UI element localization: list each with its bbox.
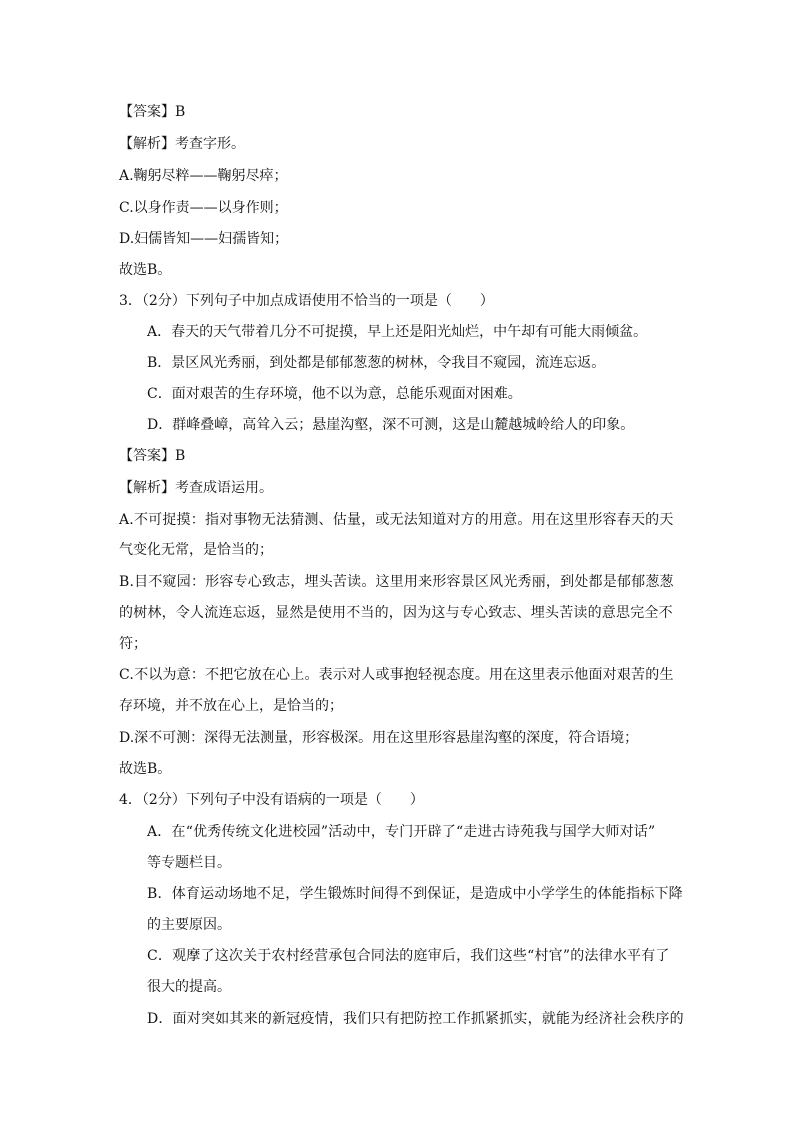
q3-conclusion: 故选B。 [119, 761, 172, 777]
q3-analysis-line: 存环境，并不放在心上，是恰当的； [119, 698, 343, 714]
q2-conclusion: 故选B。 [119, 262, 172, 278]
q2-analysis-title: 【解析】考查字形。 [119, 136, 245, 152]
q3-option-a: A．春天的天气带着几分不可捉摸，早上还是阳光灿烂，中午却有可能大雨倾盆。 [147, 324, 648, 340]
q3-analysis-line: A.不可捉摸：指对事物无法猜测、估量，或无法知道对方的用意。用在这里形容春天的天 [119, 512, 674, 528]
q4-option-d: D．面对突如其来的新冠疫情，我们只有把防控工作抓紧抓实，就能为经济社会秩序的 [147, 1011, 684, 1027]
q3-option-d: D．群峰叠嶂，高耸入云；悬崖沟壑，深不可测，这是山麓越城岭给人的印象。 [147, 417, 635, 433]
q3-analysis-line: 的树林，令人流连忘返，显然是使用不当的，因为这与专心致志、埋头苦读的意思完全不 [119, 605, 673, 621]
q2-answer: 【答案】B [119, 104, 186, 120]
q3-option-b: B．景区风光秀丽，到处都是郁郁葱葱的树林，令我目不窥园，流连忘返。 [147, 355, 606, 371]
q3-option-c: C．面对艰苦的生存环境，他不以为意，总能乐观面对困难。 [147, 386, 522, 402]
q4-option-a-cont: 等专题栏目。 [147, 855, 231, 871]
q4-stem: 4．（2分）下列句子中没有语病的一项是（ ） [119, 792, 424, 808]
q4-option-c: C．观摩了这次关于农村经营承包合同法的庭审后，我们这些“村官”的法律水平有了 [147, 948, 670, 964]
q2-analysis-item-a: A.鞠躬尽粹——鞠躬尽瘁； [119, 168, 288, 184]
q3-answer: 【答案】B [119, 448, 186, 464]
q3-analysis-title: 【解析】考查成语运用。 [119, 480, 273, 496]
q3-analysis-line: 气变化无常，是恰当的； [119, 542, 273, 558]
q3-analysis-line: D.深不可测：深得无法测量，形容极深。用在这里形容悬崖沟壑的深度，符合语境； [119, 730, 639, 746]
q4-option-c-cont: 很大的提高。 [147, 979, 231, 995]
q3-stem: 3．（2分）下列句子中加点成语使用不恰当的一项是（ ） [119, 293, 494, 309]
q2-analysis-item-d: D.妇儒皆知——妇孺皆知； [119, 231, 289, 247]
q3-analysis-line: B.目不窥园：形容专心致志，埋头苦读。这里用来形容景区风光秀丽，到处都是郁郁葱葱 [119, 574, 674, 590]
q3-analysis-line: 符； [119, 636, 147, 652]
q3-analysis-line: C.不以为意：不把它放在心上。表示对人或事抱轻视态度。用在这里表示他面对艰苦的生 [119, 667, 674, 683]
q4-option-a: A．在“优秀传统文化进校园”活动中，专门开辟了“走进古诗苑我与国学大师对话” [147, 824, 656, 840]
q2-analysis-item-c: C.以身作责——以身作则； [119, 200, 288, 216]
q4-option-b: B．体育运动场地不足，学生锻炼时间得不到保证，是造成中小学学生的体能指标下降 [147, 886, 683, 902]
q4-option-b-cont: 的主要原因。 [147, 917, 231, 933]
